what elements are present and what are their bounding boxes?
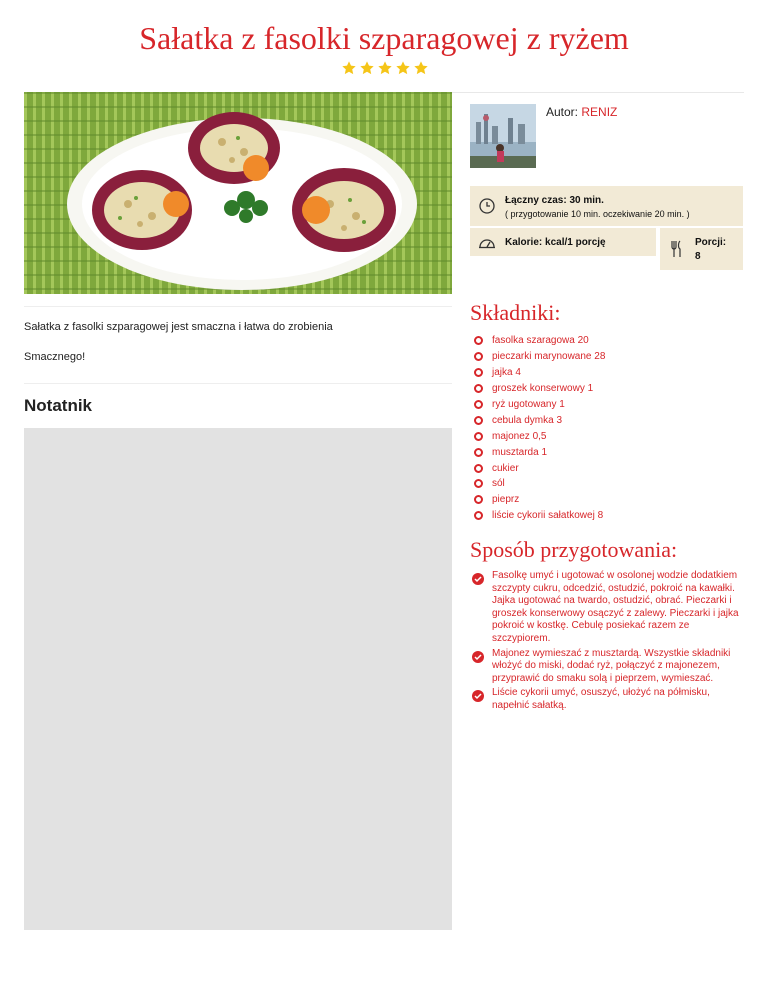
ingredients-list (474, 333, 605, 524)
ingredient-item (474, 381, 605, 397)
ingredient-item (474, 365, 605, 381)
description (24, 306, 452, 384)
servings-value: 8 (695, 251, 701, 262)
bullet-icon (474, 511, 483, 520)
step-item (472, 570, 748, 646)
calories-box (470, 228, 656, 256)
bullet-icon (474, 495, 483, 504)
step-item (472, 687, 748, 712)
bullet-icon (474, 352, 483, 361)
clock-icon (478, 197, 496, 215)
ingredient-item (474, 492, 605, 508)
step-text: Liście cykorii umyć, osuszyć, ułożyć na półmisku, napełnić sałatką. (492, 687, 710, 711)
author-avatar[interactable] (470, 104, 536, 168)
ingredient-item (474, 508, 605, 524)
author-info (546, 105, 617, 119)
bullet-icon (474, 416, 483, 425)
check-icon (472, 651, 484, 663)
servings-box (660, 228, 743, 270)
ingredient-label: fasolka szaragowa 20 (492, 335, 589, 347)
method-steps (472, 570, 748, 715)
step-text: Fasolkę umyć i ugotować w osolonej wodzie dodatkiem szczypty cukru, odcedzić, ostudzić, pokroić na kawałki. Jajka ugotować na twardo, ostudzić, obrać. Pieczarki i groszek konserwowy osączyć z zalewy. Pieczarki i jajka pokroić w kostkę. Cebulę posiekać razem ze szczypiorem. (492, 570, 739, 644)
star-icon (413, 60, 429, 76)
servings-label: Porcji: (695, 237, 727, 248)
total-time: Łączny czas: 30 min. (505, 195, 604, 206)
description-closing: Smacznego! (24, 351, 86, 363)
check-icon (472, 690, 484, 702)
step-item (472, 648, 748, 686)
rating-stars (340, 60, 430, 78)
star-icon (359, 60, 375, 76)
ingredient-label: majonez 0,5 (492, 430, 547, 442)
method-title: Sposób przygotowania: (470, 537, 678, 562)
bullet-icon (474, 432, 483, 441)
calories: Kalorie: kcal/1 porcję (505, 237, 606, 248)
ingredients-title: Składniki: (470, 300, 561, 325)
description-intro: Sałatka z fasolki szparagowej jest smaczna i łatwa do zrobienia (24, 321, 333, 333)
ingredient-label: liście cykorii sałatkowej 8 (492, 510, 604, 522)
ingredient-item (474, 333, 605, 349)
ingredient-label: ryż ugotowany 1 (492, 399, 565, 410)
step-text: Majonez wymieszać z musztardą. Wszystkie składniki włożyć do miski, dodać ryż, połączyć z majonezem, przyprawić do smaku solą i pieprzem, wymieszać. (492, 647, 731, 684)
time-detail: ( przygotowanie 10 min. oczekiwanie 20 min. ) (505, 209, 690, 219)
bullet-icon (474, 479, 483, 488)
ingredient-label: cukier (492, 462, 519, 474)
bullet-icon (474, 400, 483, 409)
cutlery-icon (670, 240, 684, 258)
total-time-box (470, 186, 743, 226)
notes-area[interactable] (24, 428, 452, 930)
ingredient-label: jajka 4 (492, 367, 521, 379)
bullet-icon (474, 368, 483, 377)
bullet-icon (474, 384, 483, 393)
bullet-icon (474, 336, 483, 345)
bullet-icon (474, 448, 483, 457)
ingredient-label: sól (492, 478, 505, 490)
ingredient-item (474, 349, 605, 365)
ingredient-item (474, 412, 605, 428)
ingredient-label: musztarda 1 (492, 446, 548, 458)
check-icon (472, 573, 484, 585)
author-link[interactable]: RENIZ (581, 105, 618, 119)
ingredient-item (474, 444, 605, 460)
ingredient-label: cebula dymka 3 (492, 414, 563, 426)
ingredient-item (474, 476, 605, 492)
star-icon (341, 60, 357, 76)
recipe-photo (24, 92, 452, 294)
ingredient-item (474, 428, 605, 444)
ingredient-item (474, 397, 605, 413)
gauge-icon (478, 235, 496, 249)
bullet-icon (474, 464, 483, 473)
star-icon (377, 60, 393, 76)
ingredient-label: pieprz (492, 494, 520, 506)
recipe-title: Sałatka z fasolki szparagowej z ryżem (139, 20, 629, 56)
ingredient-label: pieczarki marynowane 28 (492, 351, 606, 363)
ingredient-label: groszek konserwowy 1 (492, 383, 594, 395)
servings (695, 236, 726, 264)
author-label: Autor: (546, 105, 579, 119)
notes-title: Notatnik (24, 396, 92, 415)
ingredient-item (474, 460, 605, 476)
star-icon (395, 60, 411, 76)
